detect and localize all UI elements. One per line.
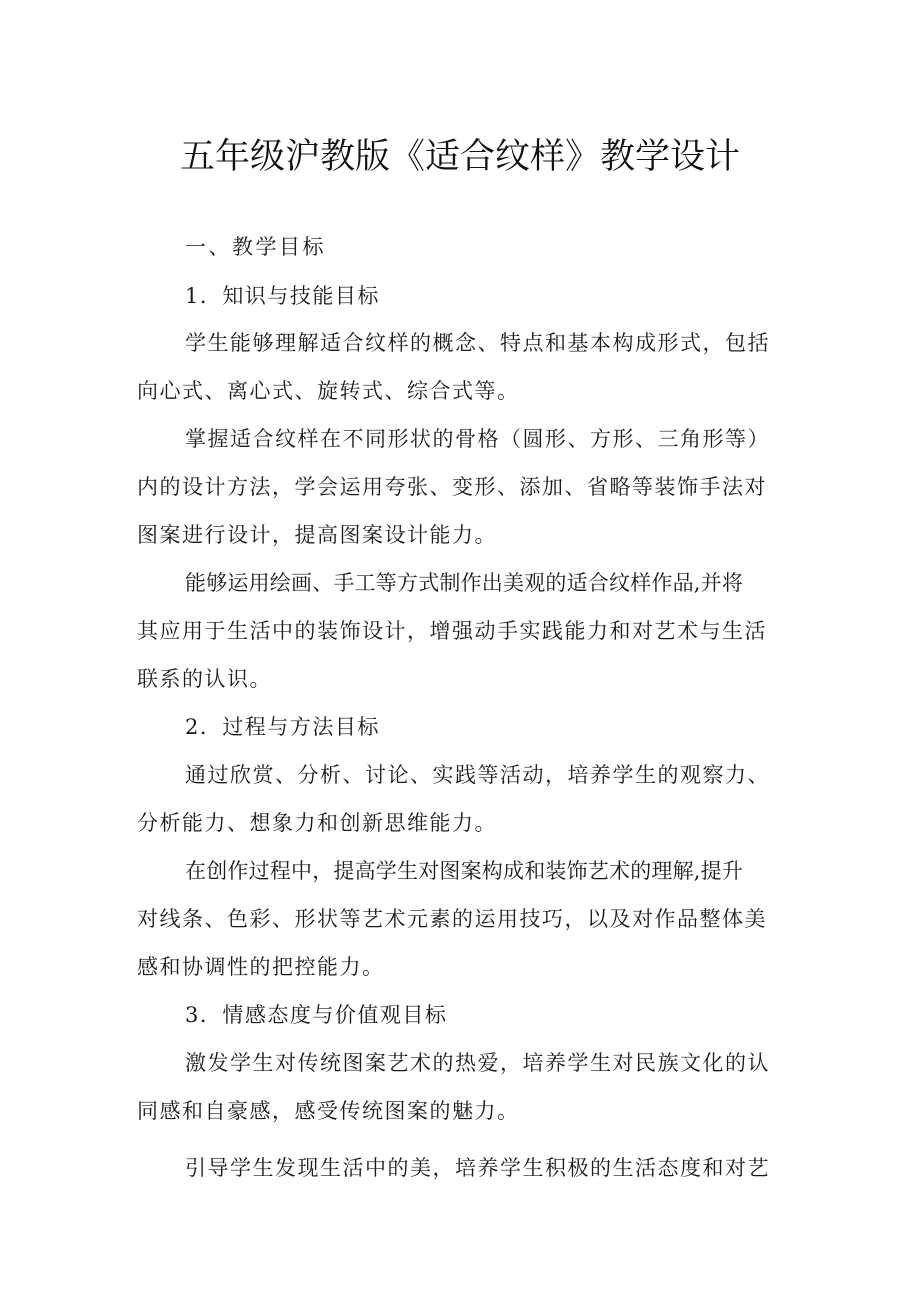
document-title: 五年级沪教版《适合纹样》教学设计 [179, 137, 740, 177]
paragraph-line: 能够运用绘画、手工等方式制作出美观的适合纹样作品,并将 [185, 571, 744, 595]
paragraph-line: 感和协调性的把控能力。 [137, 955, 385, 979]
paragraph-line: 掌握适合纹样在不同形状的骨格（圆形、方形、三角形等） [185, 427, 770, 451]
paragraph-line: 学生能够理解适合纹样的概念、特点和基本构成形式，包括 [185, 331, 770, 355]
paragraph-line: 联系的认识。 [137, 667, 272, 691]
section-heading: 一、教学目标 [185, 235, 326, 259]
paragraph-line: 其应用于生活中的装饰设计，增强动手实践能力和对艺术与生活 [137, 619, 767, 643]
subsection-heading: 1．知识与技能目标 [185, 284, 380, 308]
paragraph-line: 引导学生发现生活中的美，培养学生积极的生活态度和对艺 [185, 1156, 770, 1180]
paragraph-line: 内的设计方法，学会运用夸张、变形、添加、省略等装饰手法对 [137, 475, 767, 499]
paragraph-line: 同感和自豪感，感受传统图案的魅力。 [137, 1099, 520, 1123]
paragraph-line: 分析能力、想象力和创新思维能力。 [137, 811, 497, 835]
subsection-heading: 2．过程与方法目标 [185, 715, 380, 739]
paragraph-line: 通过欣赏、分析、讨论、实践等活动，培养学生的观察力、 [185, 763, 770, 787]
paragraph-line: 在创作过程中，提高学生对图案构成和装饰艺术的理解,提升 [185, 859, 744, 883]
paragraph-line: 图案进行设计，提高图案设计能力。 [137, 523, 497, 547]
paragraph-line: 激发学生对传统图案艺术的热爱，培养学生对民族文化的认 [185, 1051, 770, 1075]
subsection-heading: 3．情感态度与价值观目标 [185, 1003, 448, 1027]
paragraph-line: 向心式、离心式、旋转式、综合式等。 [137, 379, 520, 403]
paragraph-line: 对线条、色彩、形状等艺术元素的运用技巧，以及对作品整体美 [137, 907, 767, 931]
